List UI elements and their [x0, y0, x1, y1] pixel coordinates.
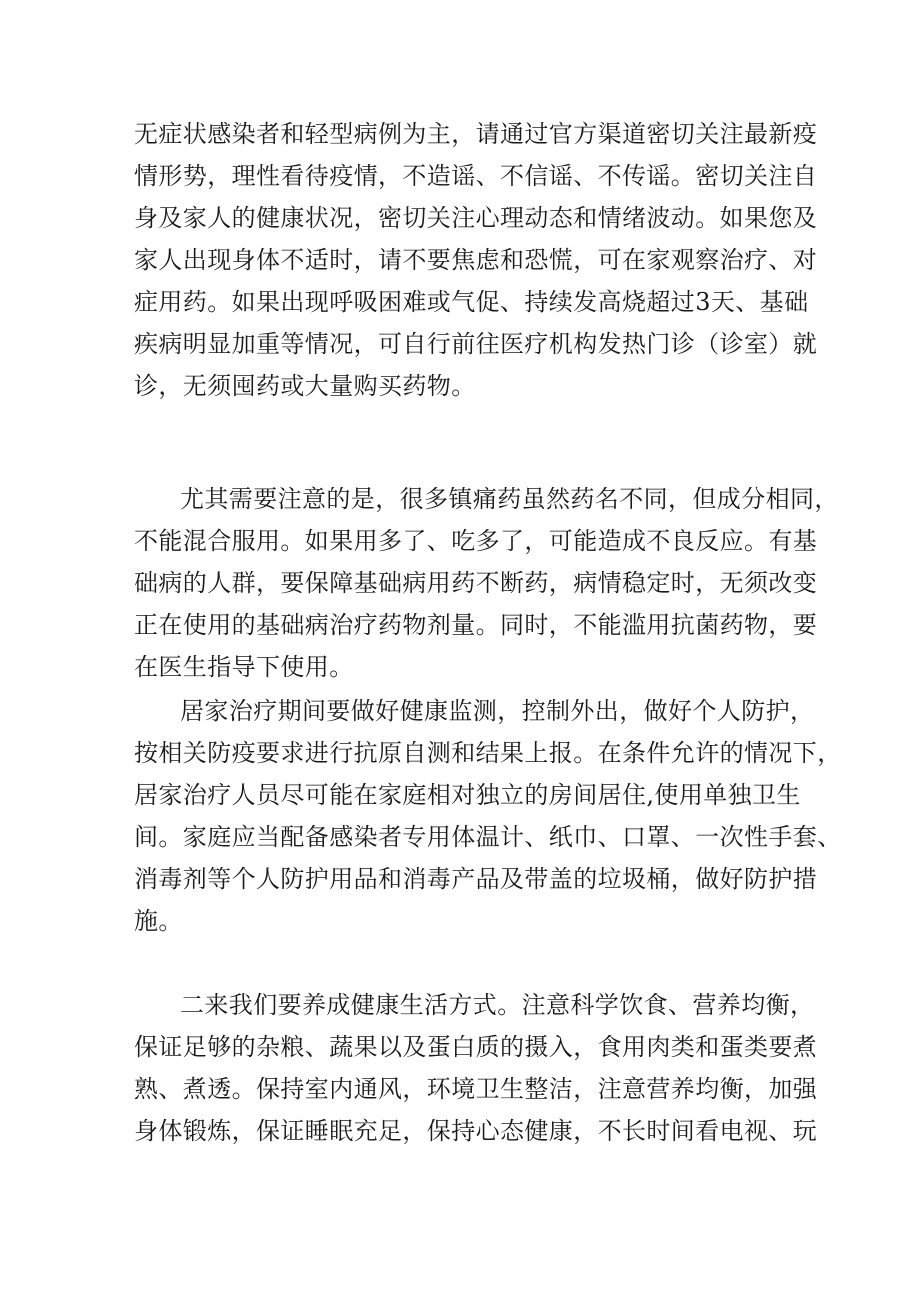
text-line: 居家治疗期间要做好健康监测，控制外出，做好个人防护， [180, 697, 815, 725]
text-line: 诊，无须囤药或大量购买药物。 [134, 372, 476, 400]
paragraph-3 [134, 690, 842, 942]
text-line: 保证足够的杂粮、蔬果以及蛋白质的摄入，食用肉类和蛋类要煮 [134, 1033, 818, 1061]
text-line: 症用药。如果出现呼吸困难或气促、持续发高烧超过3天、基础 [134, 288, 809, 316]
text-line: 无症状感染者和轻型病例为主，请通过官方渠道密切关注最新疫 [134, 120, 818, 148]
paragraph-2 [134, 478, 839, 688]
text-line: 在医生指导下使用。 [134, 653, 354, 681]
text-line: 础病的人群，要保障基础病用药不断药，病情稳定时，无须改变 [134, 569, 818, 597]
text-line: 施。 [134, 907, 183, 935]
text-line: 二来我们要养成健康生活方式。注意科学饮食、营养均衡， [180, 991, 815, 1019]
text-line: 熟、煮透。保持室内通风，环境卫生整洁，注意营养均衡，加强 [134, 1075, 818, 1103]
text-line: 消毒剂等个人防护用品和消毒产品及带盖的垃圾桶，做好防护措 [134, 865, 818, 893]
text-line: 疾病明显加重等情况，可自行前往医疗机构发热门诊（诊室）就 [134, 330, 818, 358]
text-line: 身体锻炼，保证睡眠充足，保持心态健康，不长时间看电视、玩 [134, 1117, 818, 1145]
text-line: 情形势，理性看待疫情，不造谣、不信谣、不传谣。密切关注自 [134, 162, 818, 190]
text-line: 正在使用的基础病治疗药物剂量。同时，不能滥用抗菌药物，要 [134, 611, 818, 639]
text-line: 不能混合服用。如果用多了、吃多了，可能造成不良反应。有基 [134, 527, 818, 555]
paragraph-4 [134, 984, 818, 1152]
paragraph-1 [134, 113, 818, 407]
text-line: 身及家人的健康状况，密切关注心理动态和情绪波动。如果您及 [134, 204, 818, 232]
text-line: 间。家庭应当配备感染者专用体温计、纸巾、口罩、一次性手套、 [134, 823, 842, 851]
text-line: 按相关防疫要求进行抗原自测和结果上报。在条件允许的情况下， [134, 739, 842, 767]
text-line: 家人出现身体不适时，请不要焦虑和恐慌，可在家观察治疗、对 [134, 246, 818, 274]
text-line: 居家治疗人员尽可能在家庭相对独立的房间居住,使用单独卫生 [134, 781, 801, 809]
text-line: 尤其需要注意的是，很多镇痛药虽然药名不同，但成分相同， [180, 485, 839, 513]
